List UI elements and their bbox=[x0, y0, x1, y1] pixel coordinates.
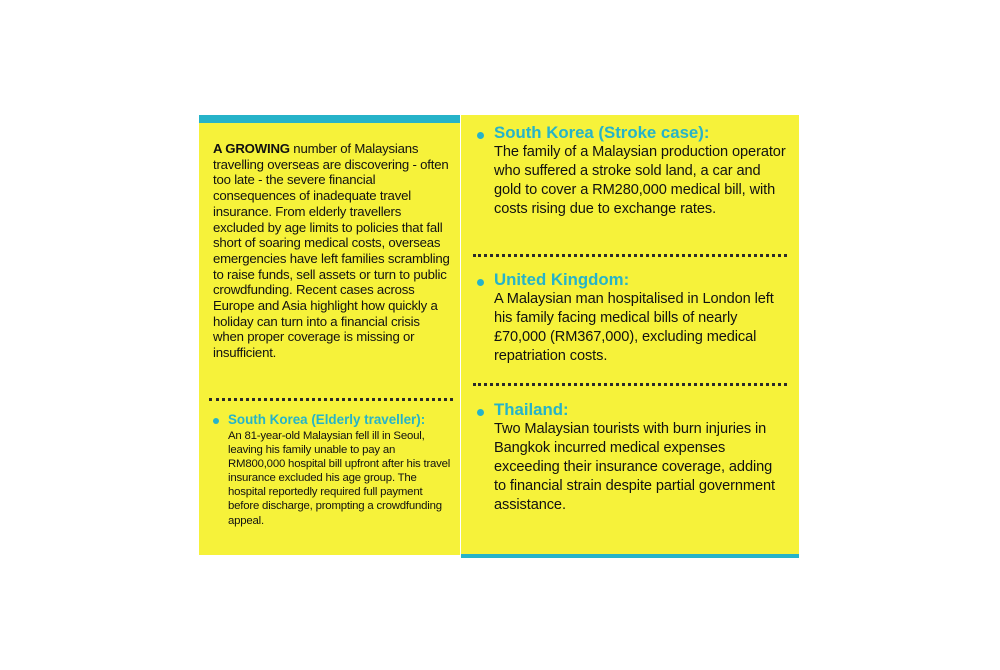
bullet-icon bbox=[213, 418, 219, 424]
bullet-icon bbox=[477, 279, 484, 286]
dotted-divider bbox=[473, 383, 787, 386]
dotted-divider bbox=[473, 254, 787, 257]
case-thailand bbox=[477, 400, 787, 515]
bullet-icon bbox=[477, 132, 484, 139]
intro-text: number of Malaysians travelling overseas are discovering - often too late - the severe financial consequences of inadequate travel insurance. From elderly travellers excluded by age limits to policies that fall short of soaring medical costs, overseas emergencies have left families scrambling to raise funds, sell assets or turn to public crowdfunding. Recent cases across Europe and Asia highlight how quickly a holiday can turn into a financial crisis when proper coverage is missing or insufficient. bbox=[213, 141, 450, 361]
case-title: South Korea (Elderly traveller): bbox=[228, 412, 426, 427]
intro-lead: A GROWING bbox=[213, 141, 290, 156]
case-south-korea-elderly bbox=[213, 412, 453, 528]
accent-bar-top bbox=[199, 115, 460, 123]
case-united-kingdom bbox=[477, 270, 787, 366]
left-panel bbox=[199, 115, 460, 555]
right-panel bbox=[461, 115, 799, 555]
case-title: South Korea (Stroke case): bbox=[494, 123, 710, 142]
dotted-divider bbox=[209, 398, 453, 401]
bullet-icon bbox=[477, 409, 484, 416]
case-south-korea-stroke bbox=[477, 123, 787, 219]
case-body: The family of a Malaysian production operator who suffered a stroke sold land, a car and gold to cover a RM280,000 medical bill, with costs rising due to exchange rates. bbox=[494, 144, 786, 217]
accent-bar-bottom bbox=[461, 554, 799, 558]
case-body: Two Malaysian tourists with burn injuries in Bangkok incurred medical expenses exceeding their insurance coverage, adding to financial strain despite partial government assistance. bbox=[494, 421, 775, 513]
intro-paragraph bbox=[213, 141, 453, 361]
case-title: United Kingdom: bbox=[494, 270, 630, 289]
case-title: Thailand: bbox=[494, 400, 569, 419]
case-body: A Malaysian man hospitalised in London left his family facing medical bills of nearly £70,000 (RM367,000), excluding medical repatriation costs. bbox=[494, 291, 774, 364]
case-body: An 81-year-old Malaysian fell ill in Seoul, leaving his family unable to pay an RM800,000 hospital bill upfront after his travel insurance excluded his age group. The hospital reportedly required full payment before discharge, prompting a crowdfunding appeal. bbox=[228, 430, 451, 527]
